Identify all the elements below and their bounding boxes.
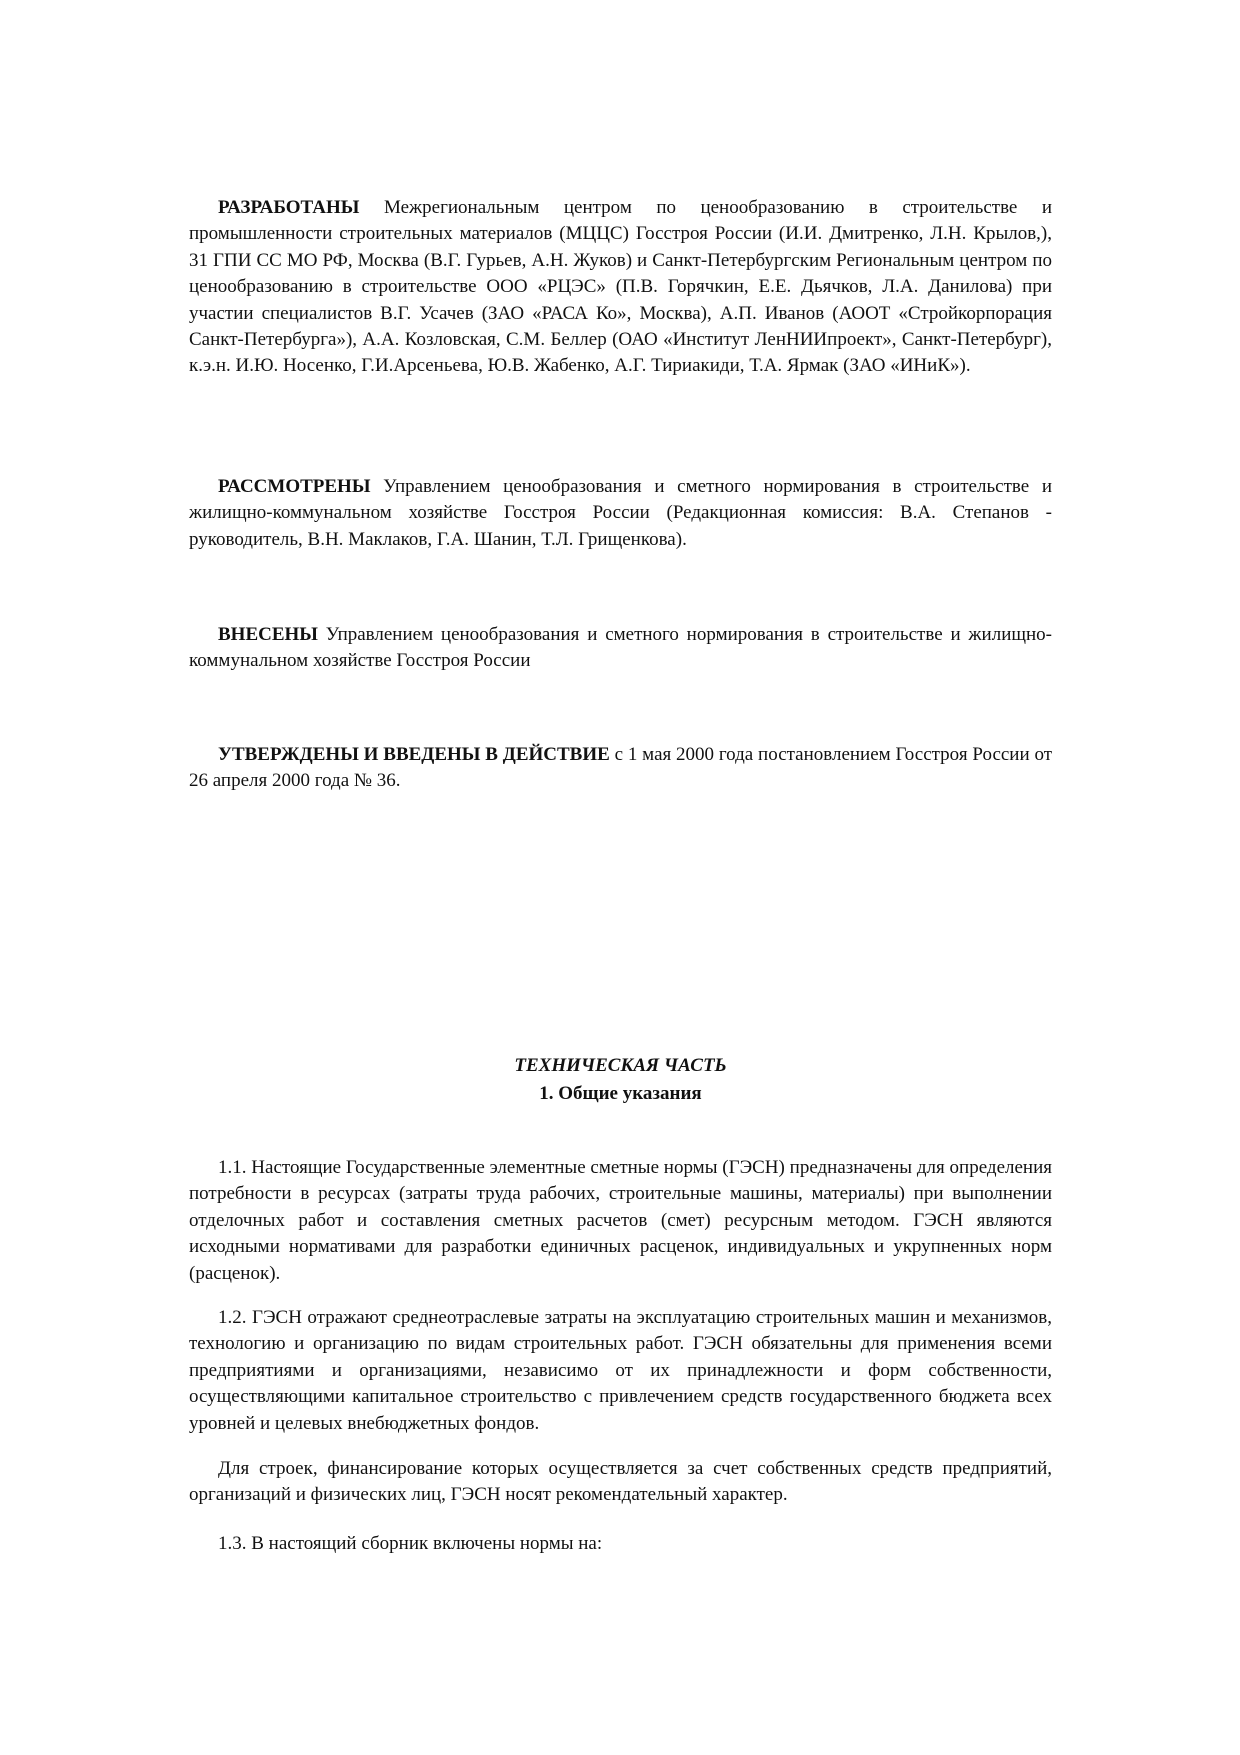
paragraph-1-2: 1.2. ГЭСН отражают среднеотраслевые затраты на эксплуатацию строительных машин и механизмов, технологию и организацию по видам строительных работ. ГЭСН обязательны для применения всеми предприятиями и организациями, независимо от их принадлежности и форм собственности, осуществляющими капитальное строительство с привлечением средств государственного бюджета всех уровней и целевых внебюджетных фондов. [189, 1307, 1052, 1434]
section-subtitle: 1. Общие указания [539, 1083, 702, 1104]
developed-lead: РАЗРАБОТАНЫ [218, 197, 360, 218]
submitted-paragraph [189, 622, 1052, 675]
submitted-lead: ВНЕСЕНЫ [218, 624, 318, 645]
section-heading [189, 1052, 1052, 1108]
reviewed-body: Управлением ценообразования и сметного нормирования в строительстве и жилищно-коммунальном хозяйстве Госстроя России (Редакционная комиссия: В.А. Степанов - руководитель, В.Н. Маклаков, Г.А. Шанин, Т.Л. Грищенкова). [189, 476, 1053, 550]
submitted-body: Управлением ценообразования и сметного нормирования в строительстве и жилищно-коммунальном хозяйстве Госстроя России [189, 624, 1052, 672]
developed-body: Межрегиональным центром по ценообразованию в строительстве и промышленности строительных материалов (МЦЦС) Госстроя России (И.И. Дмитренко, Л.Н. Крылов,), 31 ГПИ СС МО РФ, Москва (В.Г. Гурьев, А.Н. Жуков) и Санкт-Петербургским Региональным центром по ценообразованию в строительстве ООО «РЦЭС» (П.В. Горячкин, Е.Е. Дьячков, Л.А. Данилова) при участии специалистов В.Г. Усачев (ЗАО «РАСА Ко», Москва), А.П. Иванов (АООТ «Стройкорпорация Санкт-Петербурга»), А.А. Козловская, С.М. Беллер (ОАО «Институт ЛенНИИпроект», Санкт-Петербург), к.э.н. И.Ю. Носенко, Г.И.Арсеньева, Ю.В. Жабенко, А.Г. Тириакиди, Т.А. Ярмак (ЗАО «ИНиК»). [189, 197, 1053, 377]
approved-body: с 1 мая 2000 года постановлением Госстроя России от 26 апреля 2000 года № 36. [189, 744, 1053, 792]
paragraph-1-2-note: Для строек, финансирование которых осуществляется за счет собственных средств предприятий, организаций и физических лиц, ГЭСН носят рекомендательный характер. [189, 1458, 1052, 1506]
approved-paragraph [189, 742, 1052, 795]
reviewed-lead: РАССМОТРЕНЫ [218, 476, 371, 497]
section-title: ТЕХНИЧЕСКАЯ ЧАСТЬ [514, 1055, 727, 1076]
reviewed-paragraph [189, 474, 1052, 553]
paragraph-1-3: 1.3. В настоящий сборник включены нормы на: [218, 1533, 603, 1554]
developed-paragraph [189, 195, 1052, 380]
paragraph-1-1: 1.1. Настоящие Государственные элементные сметные нормы (ГЭСН) предназначены для определения потребности в ресурсах (затраты труда рабочих, строительные машины, материалы) при выполнении отделочных работ и составления сметных расчетов (смет) ресурсным методом. ГЭСН являются исходными нормативами для разработки единичных расценок, индивидуальных и укрупненных норм (расценок). [189, 1157, 1052, 1284]
approved-lead: УТВЕРЖДЕНЫ И ВВЕДЕНЫ В ДЕЙСТВИЕ [218, 744, 610, 765]
